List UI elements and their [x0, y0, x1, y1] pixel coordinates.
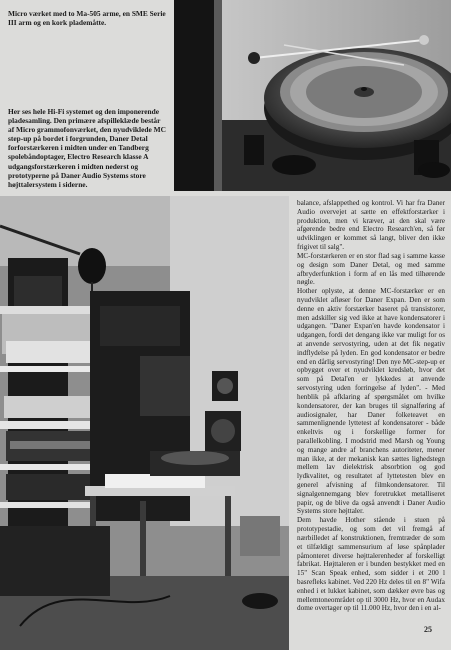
hifi-system-illustration: [0, 196, 289, 650]
turntable-photo: [174, 0, 451, 191]
article-column: [297, 199, 445, 613]
article-paragraph-3: Hother oplyste, at denne MC-forstærker er en nyudviklet afløser for Daner Expan. Den er som denne en aktiv forstærker baseret på transistorer, men adskiller sig ved ikke at have kondensatorer i udgangen. "Daner Expan'en havde kondensator i udgangen, fordi det dengang ikke var muligt for os at anvende servostyring, uden at det fik negativ indflydelse på lyden. En god kondensator er bedre end en dårlig servostyring! Den nye MC-step-up er opbygget over et nyudviklet kredsløb, hvor det som på Detal'en er lykkedes at anvende servostyring uden forringelse af lyden". - Med henblik på afklaring af spørgsmålet om hvilke kondensatorer, der kan bruges til signalføring af audiosignaler, har Daner folketeavet en sammenlignende lyttetest af kondensatorer - både enkeltvis og i forskellige former for parallelkobling. I modstrid med Marsh og Young og mange andre af branchens autoriteter, mener man ikke, at der mekanisk kan sættes lighedstegn mellem lav dielektrisk absorbtion og god lydkvalitet, og resultatet af lyttetesten blev en generel afvisning af filmkondensatorer. Til signalgennemgang blev foretrukket metalliseret papir, og de blive da også anvendt i Daner Audio Systems store højttaler.: [297, 287, 445, 516]
article-paragraph-1: balance, afslappethed og kontrol. Vi har fra Daner Audio overvejet at sætte en effektforstærker i produktion, men vi kræver, at den skal være afgørende bedre end Electro Research'en, så før udviklingen er kommet så langt, bliver den ikke frigivet til salg".: [297, 199, 445, 252]
hifi-system-photo: [0, 196, 289, 650]
turntable-illustration: [174, 0, 451, 191]
caption-turntable: Micro værket med to Ma-505 arme, en SME Serie III arm og en kork plademåtte.: [8, 9, 166, 28]
article-paragraph-4: Dem havde Hother stående i stuen på prototypestadie, og som det vil fremgå af nærbilledet af konstruktionen, fremtræder de som et tilfældigt sammensurium af løse spånplader påmonteret diverse højttalerenheder af forskelligt fabrikat. Højttaleren er i bunden bestykket med en 15" Scan Speak enhed, som sidder i et 200 l basrefleks kabinet. Ved 220 Hz deles til en 8" Wifa enhed i et lukket kabinet, som dækker øvre bas og mellemtoneområdet op til 3000 Hz, hvor en Audax dome overtager op til 11.000 Hz, hvor den i en al-: [297, 516, 445, 613]
column-gutter: [289, 196, 297, 650]
article-paragraph-2: MC-forstærkeren er en stor flad sag i samme kasse og design som Daner Detal, og med samme afbryderfunktion i form af en lås med tilhørende nøgle.: [297, 251, 445, 287]
page-number: 25: [424, 625, 432, 634]
caption-hifi-system: Her ses hele Hi-Fi systemet og den imponerende pladesamling. Den primære afspilleklæde består af Micro grammofonværket, den nyudviklede MC step-up på bordet i forgrunden, Daner Detal forforstærkeren i midten under en Tandberg spolebåndoptager, Electro Research klasse A udgangsforstærkeren i midten nederst og prototyperne på Daner Audio Systems store højttalersystem i siderne.: [8, 107, 166, 189]
